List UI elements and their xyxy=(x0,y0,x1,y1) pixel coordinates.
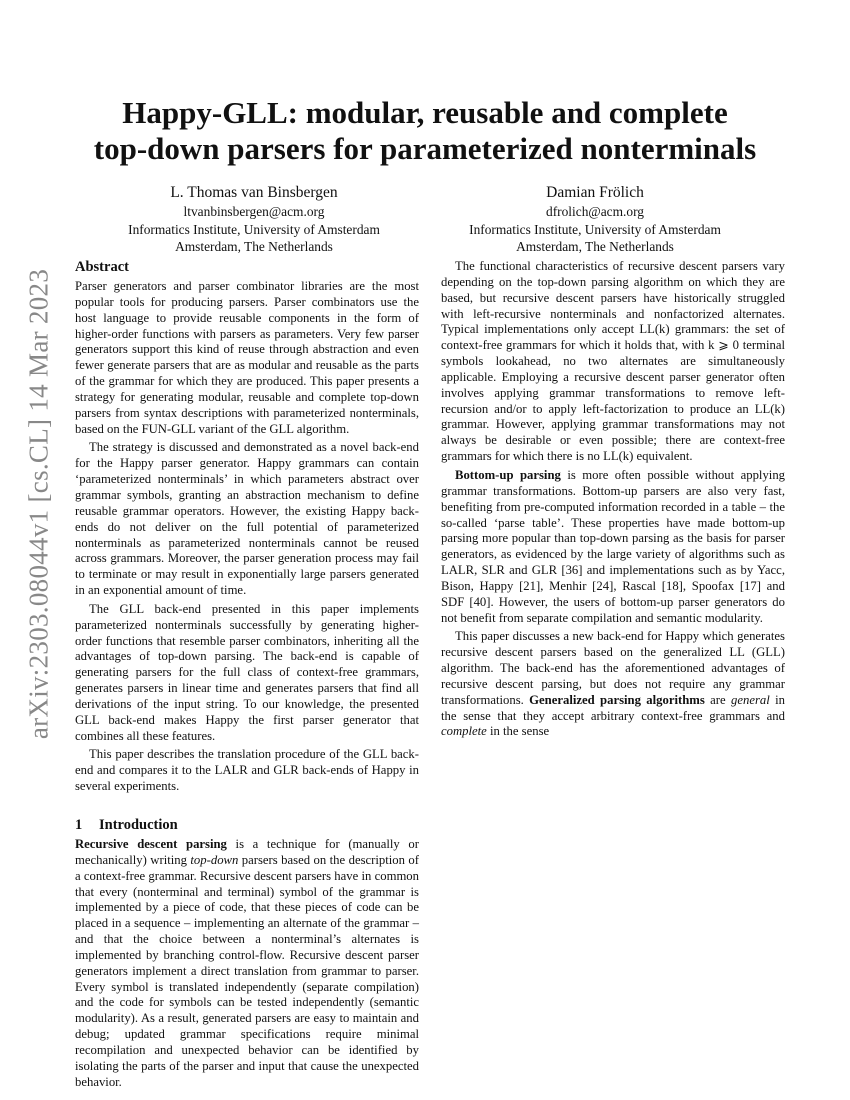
text-span: is a technique for (manually or mechanically) writing xyxy=(75,837,419,867)
text-span: This paper discusses a new back-end for Happy which generates recursive descent parsers based on the generalized LL (GLL) algorithm. The back-end has the aforementioned advantages of recursive descent parsing, but does not require any grammar transformations. xyxy=(441,629,785,707)
author-name: L. Thomas van Binsbergen xyxy=(170,184,338,201)
intro-paragraph-4 xyxy=(441,629,785,740)
term-bottom-up: Bottom-up parsing xyxy=(455,467,561,482)
abstract-paragraph-2: The strategy is discussed and demonstrated as a novel back-end for the Happy parser generator. Happy grammars can contain ‘parameterized nonterminals’ in which parameters abstract over grammar symbols, granting an abstraction mechanism to define reusable grammar operators. However, the existing Happy back-ends do not deliver on the full potential of parameterized nonterminals as parameterized nonterminals cannot be reused across grammars. Moreover, the parser generation process may fail to terminate or may result in exponentially large parsers generated in an exponential amount of time. xyxy=(75,440,419,598)
term-generalized-parsing: Generalized parsing algorithms xyxy=(529,692,705,707)
arxiv-id: arXiv:2303.08044v1 [cs.CL] 14 Mar 2023 xyxy=(23,268,54,740)
intro-paragraph-2: The functional characteristics of recursive descent parsers vary depending on the top-down parsing algorithm on which they are based, but recursive descent parsers have historically struggled with left-recursive nonterminals and nonfactorized alternates. Typical implementations only accept LL(k) grammars: the set of context-free grammars for which it holds that, with k ⩾ 0 terminal symbols lookahead, no two alternates are simultaneously applicable. Employing a recursive descent parser generator often involves applying grammar transformations to remove left-recursion and/or to apply left-factorization to produce an LL(k) grammar. However, applying grammar transformations may not always be desirable or even possible; there are context-free grammars for which there is no LL(k) equivalent. xyxy=(441,259,785,464)
title-line-1: Happy-GLL: modular, reusable and complete xyxy=(122,95,728,130)
author-name: Damian Frölich xyxy=(546,184,644,201)
text-span: is more often possible without applying grammar transformations. Bottom-up parsers are also very fast, benefiting from pre-computed information recorded in a table – the so-called ‘parse table’. These properties have made bottom-up parsing more popular than top-down parsing as the basis for parser generators, as evidenced by the large variety of algorithms such as LALR, SLR and GLR [36] and implementations such as by Yacc, Bison, Happy [21], Menhir [24], Rascal [18], Spoofax [17] and SDF [40]. However, the users of bottom-up parser generators do not benefit from separate compilation and semantic modularity. xyxy=(441,467,786,625)
author-affiliation: Informatics Institute, University of Amsterdam xyxy=(469,221,721,237)
abstract-paragraph-4: This paper describes the translation procedure of the GLL back-end and compares it to the LALR and GLR back-ends of Happy in several experiments. xyxy=(75,747,419,794)
term-general: general xyxy=(731,692,770,707)
right-column xyxy=(441,259,785,740)
author-location: Amsterdam, The Netherlands xyxy=(516,239,674,254)
term-recursive-descent: Recursive descent parsing xyxy=(75,837,227,851)
author-block-2 xyxy=(425,183,765,256)
term-complete: complete xyxy=(441,724,487,739)
author-email: ltvanbinsbergen@acm.org xyxy=(183,204,325,219)
abstract-paragraph-3: The GLL back-end presented in this paper implements parameterized nonterminals successfully by generating higher-order functions that resemble parser combinators, inheriting all the advantages of top-down parsing. The back-end is capable of generating parsers for the full class of context-free grammars, generates parsers in linear time and generates parsers that find all derivations of the input string. To our knowledge, the presented GLL back-end makes Happy the first parser generator that combines all these features. xyxy=(75,601,419,743)
intro-paragraph-3 xyxy=(441,468,785,626)
section-heading-introduction xyxy=(75,817,419,833)
term-top-down: top-down xyxy=(190,852,239,867)
text-span: in the sense that they accept arbitrary context-free grammars and xyxy=(441,692,785,723)
section-number: 1 xyxy=(75,817,83,833)
author-affiliation: Informatics Institute, University of Amsterdam xyxy=(128,221,380,237)
text-span: in the sense xyxy=(486,724,550,739)
text-span: are xyxy=(704,692,731,707)
author-email: dfrolich@acm.org xyxy=(546,204,644,219)
author-block-1 xyxy=(84,183,424,256)
abstract-heading: Abstract xyxy=(75,259,129,275)
left-column xyxy=(75,259,419,1091)
author-location: Amsterdam, The Netherlands xyxy=(175,239,333,254)
section-title: Introduction xyxy=(99,817,178,833)
title-line-2: top-down parsers for parameterized nonterminals xyxy=(93,131,757,166)
intro-paragraph-1 xyxy=(75,837,419,1091)
arxiv-stamp xyxy=(22,264,56,744)
abstract-paragraph-1: Parser generators and parser combinator libraries are the most popular tools for producing parsers. Parser combinators use the host language to provide reusable components in the form of higher-order functions with parsers as parameters. Very few parser generators support this kind of reuse through abstraction and even fewer generate parsers that are as modular and reusable as the parts of the grammar for which they are produced. This paper presents a strategy for generating modular, reusable and complete top-down parsers from syntax descriptions with parameterized nonterminals, based on the FUN-GLL variant of the GLL algorithm. xyxy=(75,279,419,436)
text-span: parsers based on the description of a context-free grammar. Recursive descent parsers have in common that every (nonterminal and terminal) symbol of the grammar is implemented by a piece of code, that these pieces of code can be placed in a sequence – implementing an alternate of the grammar – and that the choice between a nonterminal’s alternates is implemented by branching control-flow. Recursive descent parser generators implement a direct translation from grammar to parser. Every symbol is translated independently (separate compilation) and the code for symbols can be tested independently (semantic modularity). As a result, generated parsers are easy to maintain and debug; updated grammar specifications require minimal recompilation and unexpected behavior can be identified by isolating the parts of the parser and input that cause the unexpected behavior. xyxy=(75,852,419,1089)
paper-title xyxy=(60,95,790,167)
